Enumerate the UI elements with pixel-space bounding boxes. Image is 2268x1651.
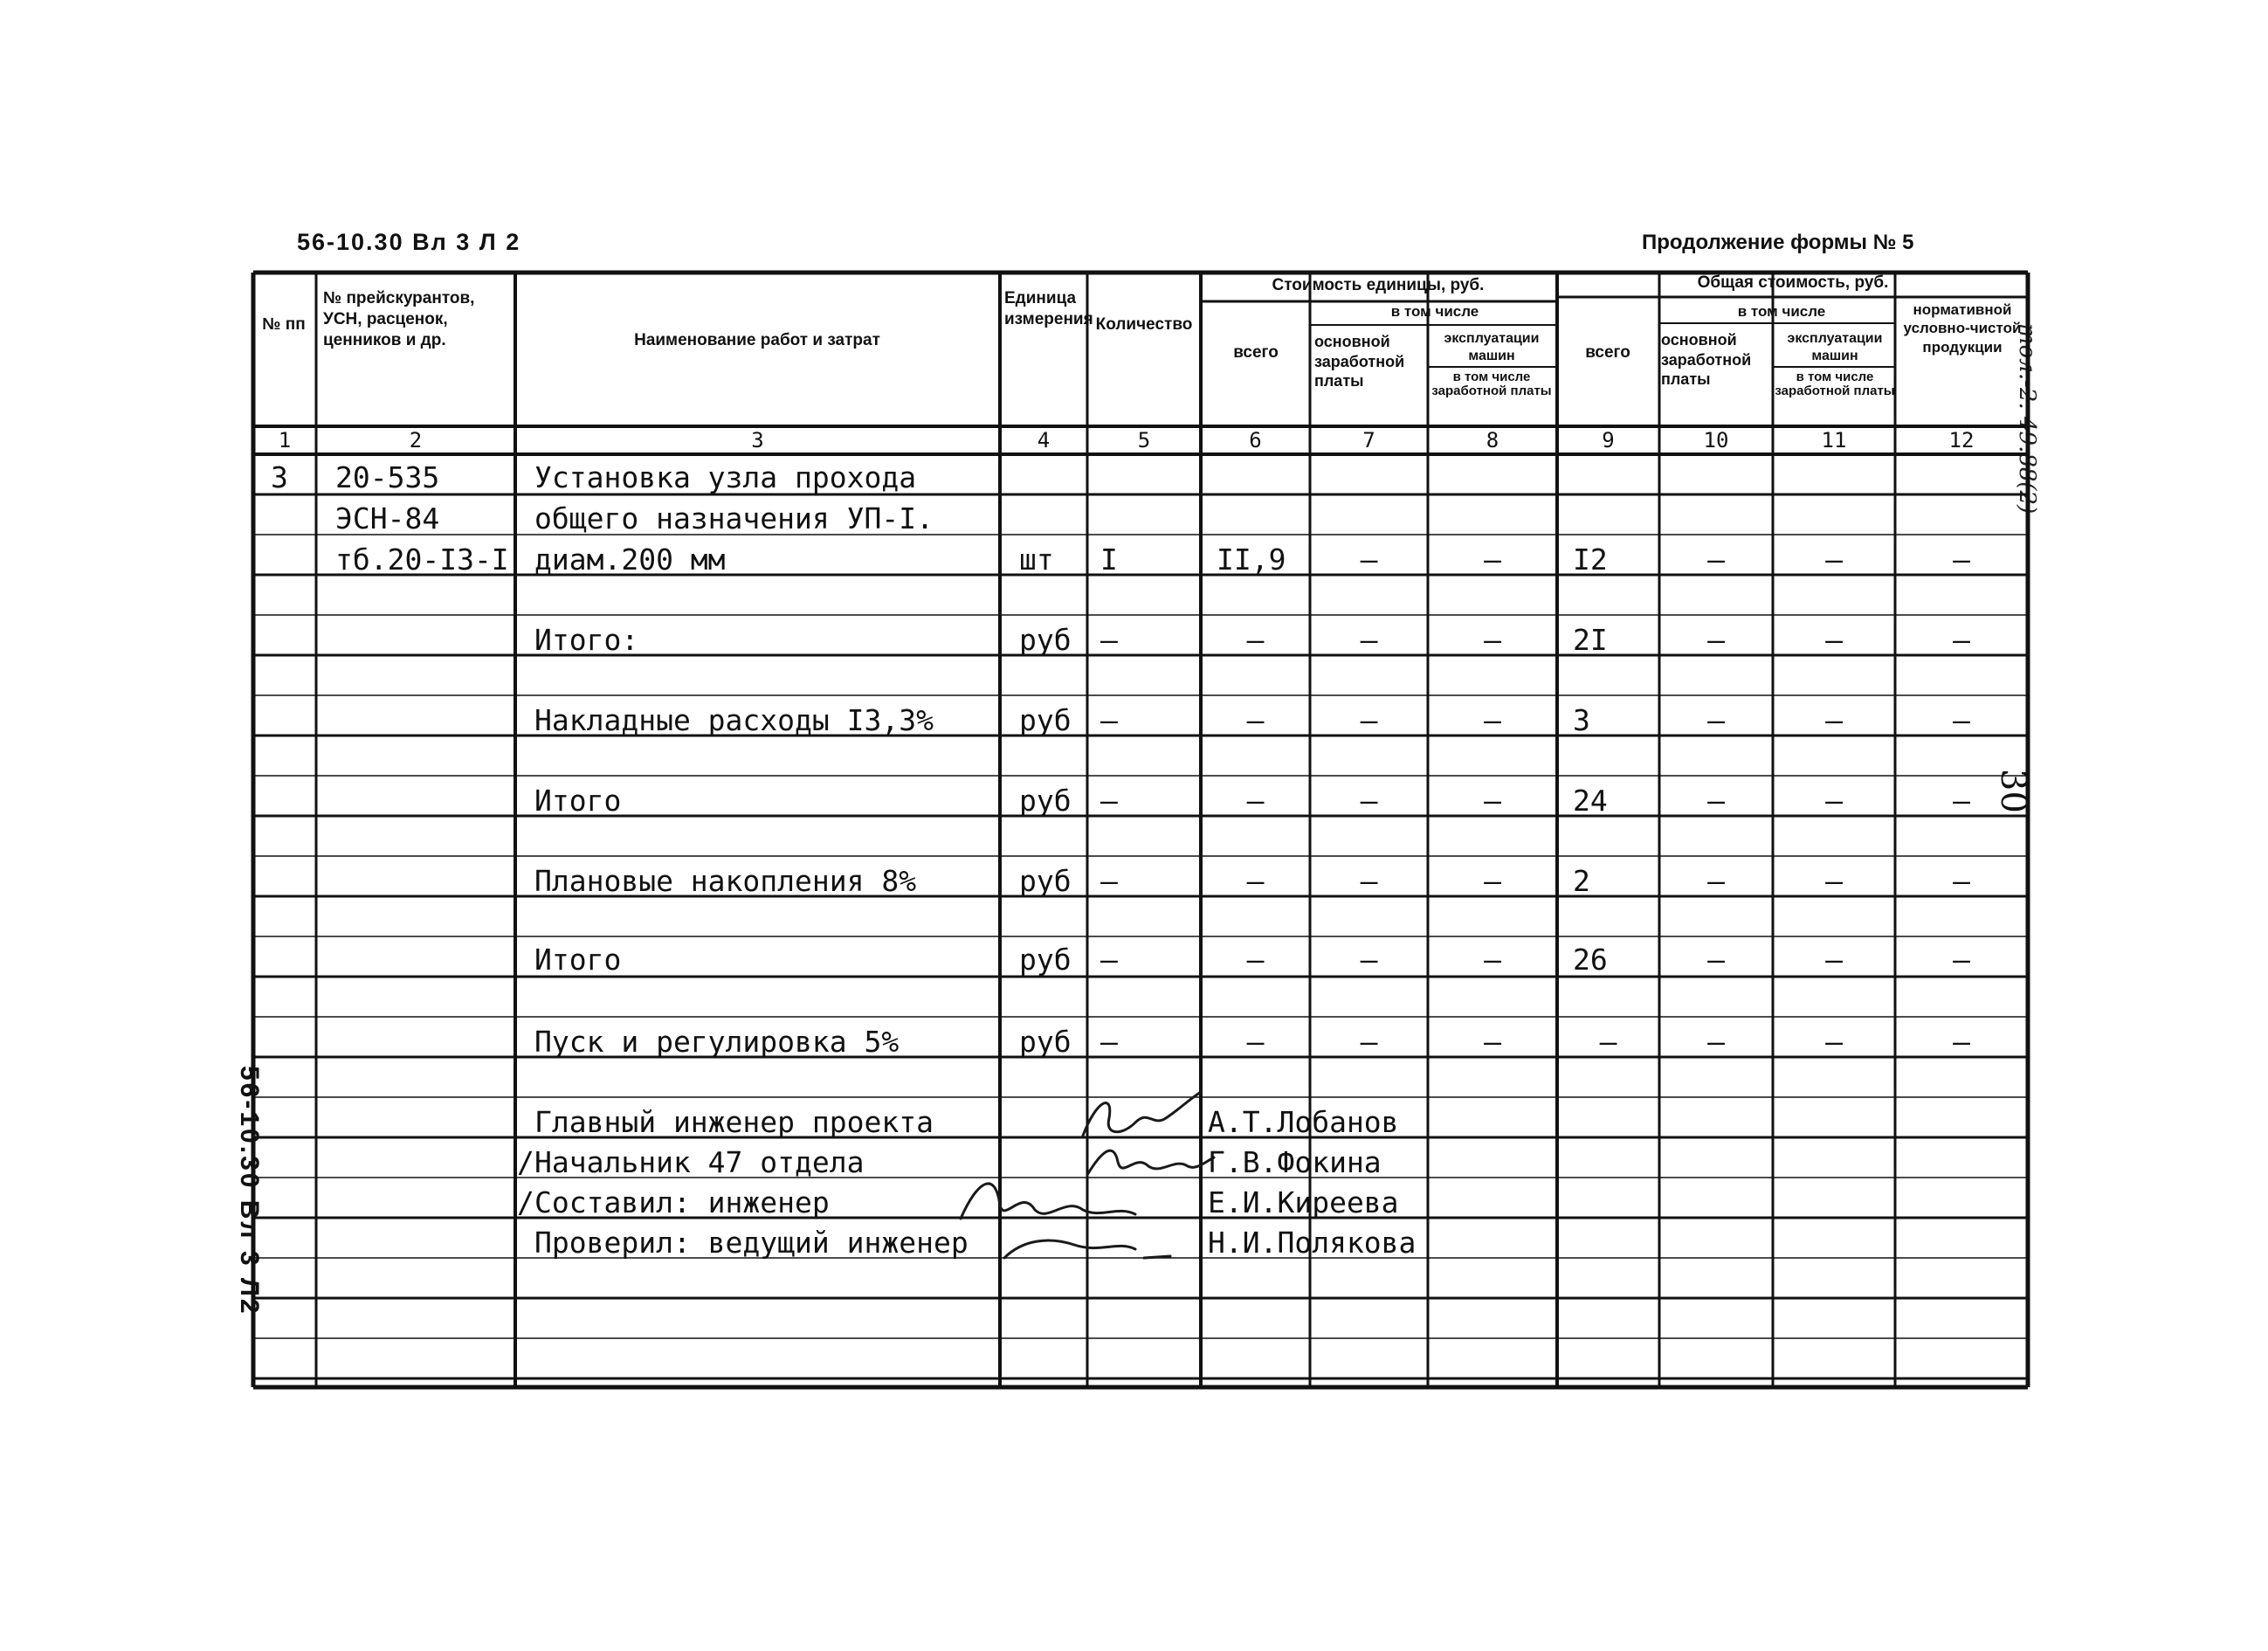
- row-c8: –: [1484, 1025, 1501, 1059]
- col-header-c10: основной заработной платы: [1661, 331, 1752, 388]
- col-header-reference: № прейскурантов, УСН, расценок, ценников и др.: [323, 289, 475, 349]
- row-c9: 2: [1573, 864, 1590, 898]
- row-c10: –: [1707, 703, 1725, 737]
- row-c12: –: [1953, 623, 1970, 657]
- row-c9: 26: [1573, 943, 1608, 977]
- row-quantity: –: [1100, 784, 1118, 818]
- row-c10: –: [1707, 943, 1725, 977]
- row-quantity: –: [1100, 1025, 1118, 1059]
- column-number: 6: [1249, 428, 1262, 452]
- row-c7: –: [1360, 623, 1378, 657]
- row-c12: –: [1953, 943, 1970, 977]
- row-c9: 24: [1573, 784, 1608, 818]
- row-unit: руб: [1019, 623, 1072, 657]
- row-reference: ЭСН-84: [335, 501, 440, 535]
- row-c8: –: [1484, 784, 1501, 818]
- column-number: 12: [1948, 428, 1975, 452]
- signature-name: А.Т.Лобанов: [1208, 1105, 1399, 1139]
- column-number: 7: [1362, 428, 1375, 452]
- row-c7: –: [1360, 703, 1378, 737]
- row-c6: –: [1246, 703, 1265, 737]
- row-c7: –: [1360, 784, 1378, 818]
- col-header-c9: всего: [1585, 343, 1630, 362]
- page-number: 30: [1993, 769, 2033, 813]
- signature-role: Составил: инженер: [534, 1185, 830, 1219]
- row-c8: –: [1484, 623, 1501, 657]
- row-c12: –: [1953, 703, 1970, 737]
- row-c9: 3: [1573, 703, 1590, 737]
- handwritten-signature: [1083, 1092, 1201, 1136]
- row-reference: тб.20-I3-I: [335, 542, 509, 577]
- slash-mark: /: [517, 1185, 534, 1219]
- row-c7: –: [1360, 542, 1378, 577]
- col-header-c11b: в том числе заработной платы: [1775, 370, 1895, 398]
- row-c6: –: [1246, 784, 1265, 818]
- row-c6: –: [1246, 943, 1265, 977]
- row-c9: –: [1599, 1025, 1617, 1059]
- col-header-unit-cost: Стоимость единицы, руб.: [1272, 276, 1485, 294]
- col-header-incl-total: в том числе: [1737, 303, 1826, 320]
- row-name: Плановые накопления 8%: [534, 864, 917, 898]
- handwritten-signature: [1087, 1150, 1214, 1175]
- col-header-total-cost: Общая стоимость, руб.: [1697, 273, 1889, 292]
- row-c6: II,9: [1217, 542, 1286, 577]
- slash-mark: /: [517, 1145, 534, 1179]
- row-c6: –: [1246, 1025, 1265, 1059]
- handwritten-signature: [961, 1184, 1135, 1219]
- col-header-number: № пп: [262, 315, 306, 334]
- row-c11: –: [1825, 542, 1843, 577]
- col-header-unit: Единица измерения: [1004, 289, 1093, 328]
- row-unit: руб: [1019, 784, 1072, 818]
- row-name: Итого:: [534, 623, 639, 657]
- row-reference: 20-535: [335, 460, 440, 494]
- row-unit: руб: [1019, 943, 1072, 977]
- row-name: диам.200 мм: [534, 542, 726, 577]
- row-c9: I2: [1573, 542, 1608, 577]
- col-header-c6: всего: [1233, 343, 1279, 362]
- row-c8: –: [1484, 542, 1501, 577]
- row-quantity: –: [1100, 864, 1118, 898]
- column-number: 4: [1037, 428, 1051, 452]
- column-number: 9: [1602, 428, 1615, 452]
- signature-name: Е.И.Киреева: [1208, 1185, 1399, 1219]
- column-number: 8: [1486, 428, 1499, 452]
- row-c11: –: [1825, 864, 1843, 898]
- form-title: Продолжение формы № 5: [1642, 231, 1914, 254]
- row-unit: руб: [1019, 703, 1072, 737]
- row-c11: –: [1825, 784, 1843, 818]
- column-number: 1: [278, 428, 292, 452]
- signature-role: Главный инженер проекта: [534, 1105, 934, 1139]
- row-name: Установка узла прохода: [534, 460, 917, 494]
- col-header-quantity: Количество: [1095, 315, 1193, 334]
- signature-name: Г.В.Фокина: [1208, 1145, 1382, 1179]
- row-c11: –: [1825, 1025, 1843, 1059]
- row-name: Пуск и регулировка 5%: [534, 1025, 900, 1059]
- signature-name: Н.И.Полякова: [1208, 1226, 1417, 1260]
- col-header-incl-unit: в том числе: [1390, 303, 1479, 320]
- col-header-c8a: эксплуатации машин: [1444, 331, 1540, 363]
- row-c12: –: [1953, 784, 1970, 818]
- column-number: 5: [1137, 428, 1151, 452]
- row-name: Итого: [534, 784, 622, 818]
- row-name: Накладные расходы I3,3%: [534, 703, 934, 737]
- row-c10: –: [1707, 784, 1725, 818]
- col-header-name: Наименование работ и затрат: [634, 331, 880, 349]
- row-name: Итого: [534, 943, 622, 977]
- row-c6: –: [1246, 623, 1265, 657]
- row-number: 3: [271, 460, 288, 494]
- col-header-c7: основной заработной платы: [1314, 333, 1405, 390]
- row-unit: руб: [1019, 864, 1072, 898]
- row-c12: –: [1953, 1025, 1970, 1059]
- row-c6: –: [1246, 864, 1265, 898]
- row-c8: –: [1484, 943, 1501, 977]
- col-header-c12: нормативной условно-чистой продукции: [1903, 301, 2022, 356]
- signature-role: Начальник 47 отдела: [534, 1145, 865, 1179]
- col-header-c8b: в том числе заработной платы: [1431, 370, 1552, 398]
- row-name: общего назначения УП-I.: [534, 501, 934, 535]
- document-code: 56-10.30 Вл 3 Л 2: [297, 229, 521, 255]
- column-number: 3: [751, 428, 764, 452]
- row-c11: –: [1825, 703, 1843, 737]
- row-c9: 2I: [1573, 623, 1608, 657]
- row-c7: –: [1360, 864, 1378, 898]
- row-quantity: –: [1100, 943, 1118, 977]
- column-number: 2: [409, 428, 423, 452]
- row-unit: руб: [1019, 1025, 1072, 1059]
- row-c8: –: [1484, 864, 1501, 898]
- row-quantity: –: [1100, 703, 1118, 737]
- row-c12: –: [1953, 542, 1970, 577]
- side-document-code: 56-10.30 Вл 3 Л2: [235, 1066, 264, 1316]
- column-number: 11: [1821, 428, 1847, 452]
- col-header-c11a: эксплуатации машин: [1787, 331, 1883, 363]
- margin-handwritten-note: тол.-2. 49.88(2): [2014, 323, 2040, 515]
- row-c11: –: [1825, 623, 1843, 657]
- column-number: 10: [1703, 428, 1729, 452]
- row-c7: –: [1360, 1025, 1378, 1059]
- row-c10: –: [1707, 864, 1725, 898]
- row-c10: –: [1707, 542, 1725, 577]
- row-unit: шт: [1019, 542, 1054, 577]
- row-c10: –: [1707, 1025, 1725, 1059]
- row-c12: –: [1953, 864, 1970, 898]
- row-quantity: –: [1100, 623, 1118, 657]
- row-quantity: I: [1100, 542, 1118, 577]
- row-c8: –: [1484, 703, 1501, 737]
- row-c10: –: [1707, 623, 1725, 657]
- row-c7: –: [1360, 943, 1378, 977]
- row-c11: –: [1825, 943, 1843, 977]
- signature-role: Проверил: ведущий инженер: [534, 1226, 969, 1260]
